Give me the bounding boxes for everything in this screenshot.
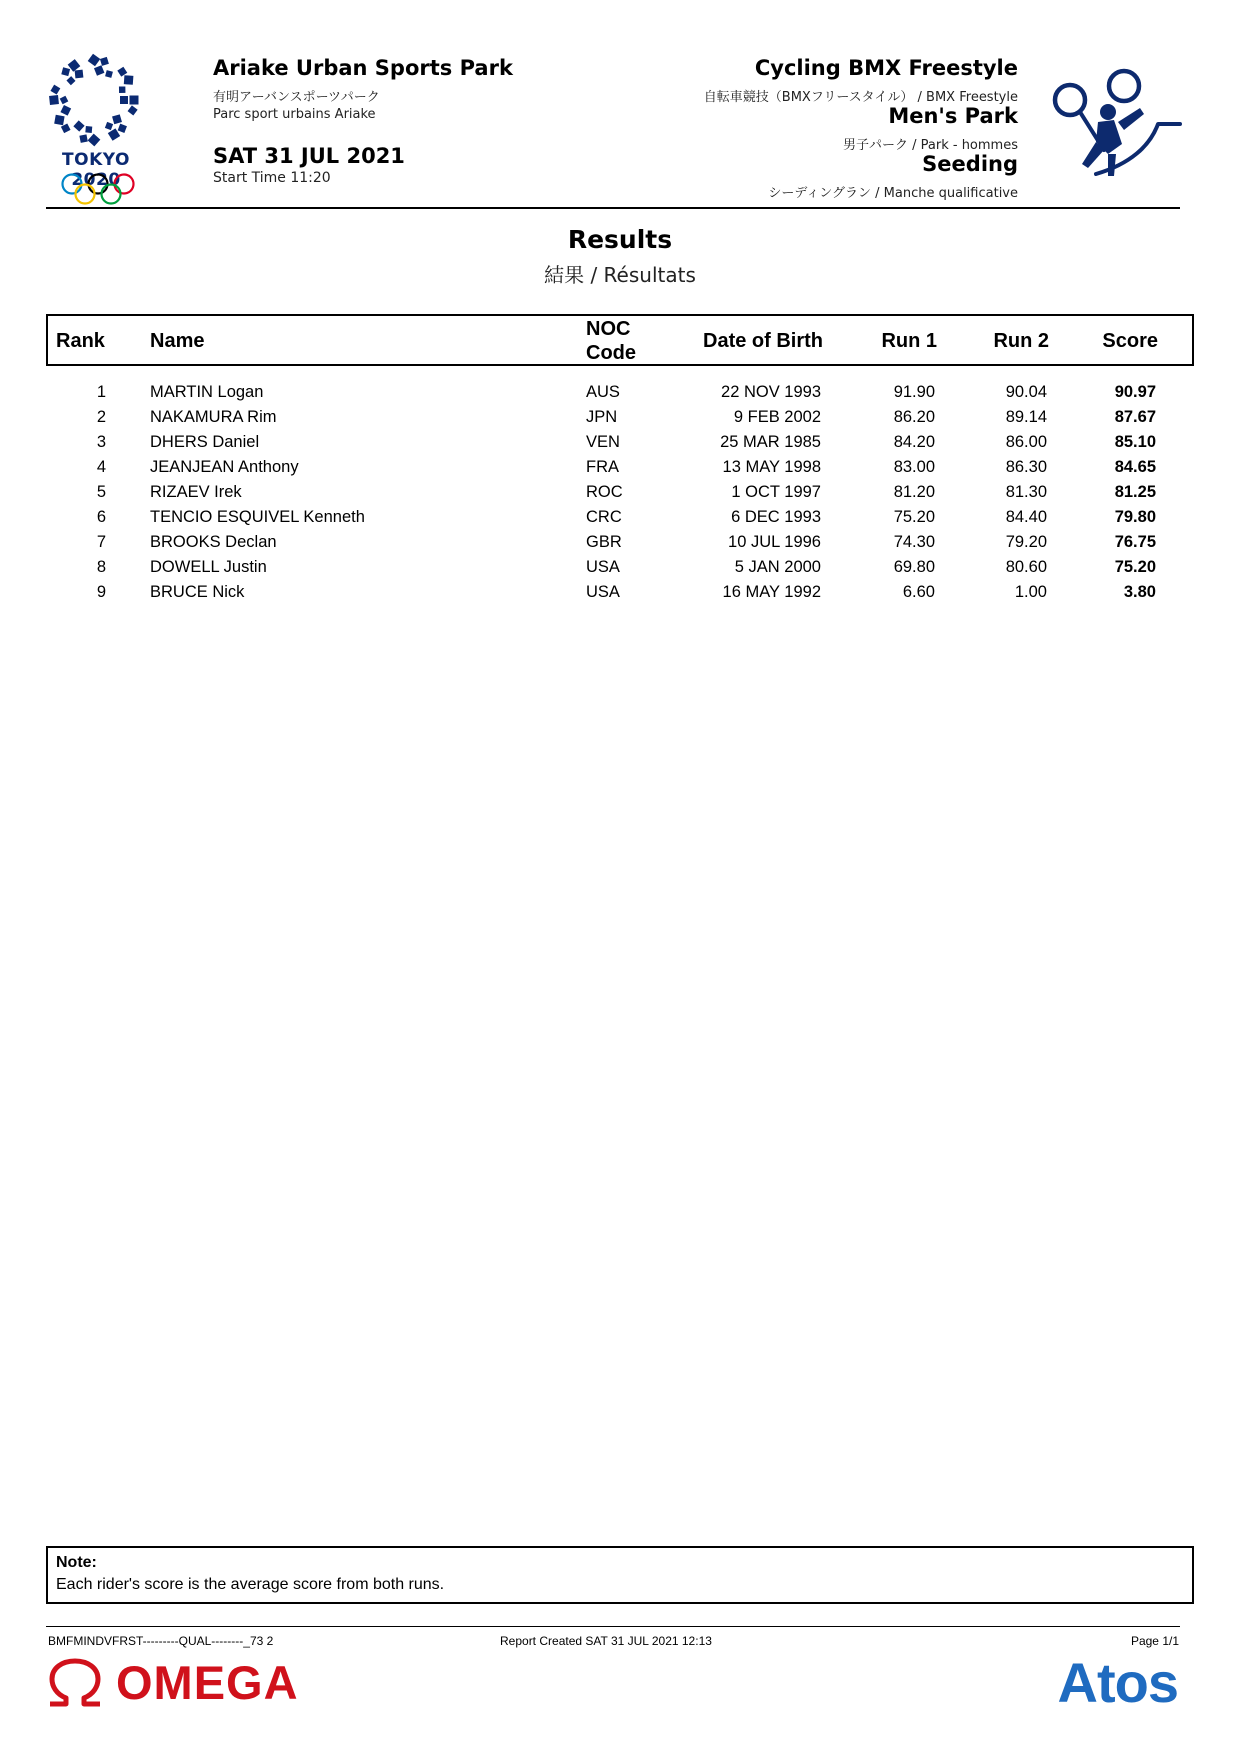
run1-cell: 6.60	[902, 583, 935, 601]
run1-cell: 74.30	[893, 533, 935, 551]
tokyo-2020-logo-text: TOKYO 2020	[62, 150, 130, 190]
dob-cell: 1 OCT 1997	[731, 483, 821, 501]
event-date: SAT 31 JUL 2021	[213, 144, 405, 168]
header-noc-code	[586, 317, 636, 365]
footer-divider	[46, 1626, 1180, 1627]
event-subtitle: 男子パーク / Park - hommes	[843, 138, 1018, 153]
event-title: Men's Park	[888, 104, 1018, 128]
name-cell: JEANJEAN Anthony	[150, 458, 299, 476]
page-subtitle: 結果 / Résultats	[544, 263, 696, 287]
score-cell: 75.20	[1114, 558, 1156, 576]
rank-cell: 8	[96, 558, 106, 576]
venue-name-french: Parc sport urbains Ariake	[213, 107, 376, 122]
venue-name: Ariake Urban Sports Park	[213, 56, 513, 80]
run2-cell: 86.30	[1005, 458, 1047, 476]
run2-cell: 79.20	[1005, 533, 1047, 551]
noc-cell: JPN	[586, 408, 618, 426]
table-row	[0, 533, 1240, 558]
name-cell: DOWELL Justin	[150, 558, 267, 576]
rank-cell: 2	[96, 408, 106, 426]
noc-cell: FRA	[586, 458, 619, 476]
start-time: Start Time 11:20	[213, 170, 331, 186]
table-row	[0, 433, 1240, 458]
rank-cell: 3	[96, 433, 106, 451]
noc-cell: ROC	[586, 483, 623, 501]
score-cell: 84.65	[1114, 458, 1156, 476]
noc-cell: AUS	[586, 383, 620, 401]
header-run1: Run 1	[881, 330, 937, 352]
dob-cell: 5 JAN 2000	[734, 558, 821, 576]
header-rank: Rank	[56, 330, 105, 352]
run2-cell: 1.00	[1014, 583, 1047, 601]
rank-cell: 4	[96, 458, 106, 476]
table-row	[0, 458, 1240, 483]
run2-cell: 80.60	[1005, 558, 1047, 576]
noc-cell: GBR	[586, 533, 622, 551]
score-cell: 79.80	[1114, 508, 1156, 526]
run2-cell: 90.04	[1005, 383, 1047, 401]
run2-cell: 81.30	[1005, 483, 1047, 501]
table-row	[0, 383, 1240, 408]
page-title: Results	[567, 225, 673, 254]
sport-title: Cycling BMX Freestyle	[754, 56, 1018, 80]
dob-cell: 16 MAY 1992	[722, 583, 821, 601]
run2-cell: 89.14	[1005, 408, 1047, 426]
header-name: Name	[150, 330, 205, 352]
score-cell: 90.97	[1114, 383, 1156, 401]
run1-cell: 83.00	[893, 458, 935, 476]
header-noc-line1: NOC	[586, 318, 631, 340]
header-noc-line2: Code	[586, 342, 636, 364]
noc-cell: CRC	[586, 508, 622, 526]
run1-cell: 69.80	[893, 558, 935, 576]
results-table-body	[0, 383, 1240, 608]
name-cell: BRUCE Nick	[150, 583, 245, 601]
header-run2: Run 2	[993, 330, 1049, 352]
noc-cell: VEN	[586, 433, 620, 451]
omega-logo	[46, 1658, 299, 1708]
score-cell: 76.75	[1114, 533, 1156, 551]
report-created: Report Created SAT 31 JUL 2021 12:13	[500, 1634, 712, 1648]
table-row	[0, 508, 1240, 533]
rank-cell: 6	[96, 508, 106, 526]
rank-cell: 7	[96, 533, 106, 551]
dob-cell: 6 DEC 1993	[731, 508, 821, 526]
header-score: Score	[1102, 330, 1158, 352]
noc-cell: USA	[586, 558, 620, 576]
dob-cell: 22 NOV 1993	[721, 383, 821, 401]
noc-cell: USA	[586, 583, 620, 601]
phase-title: Seeding	[922, 152, 1018, 176]
omega-symbol-icon	[46, 1658, 104, 1708]
name-cell: TENCIO ESQUIVEL Kenneth	[150, 508, 365, 526]
page-number: Page 1/1	[1130, 1634, 1179, 1648]
olympic-rings-icon	[60, 172, 136, 206]
rank-cell: 1	[96, 383, 106, 401]
dob-cell: 25 MAR 1985	[720, 433, 821, 451]
run1-cell: 86.20	[893, 408, 935, 426]
rank-cell: 9	[96, 583, 106, 601]
header-date-of-birth: Date of Birth	[703, 330, 823, 352]
name-cell: BROOKS Declan	[150, 533, 277, 551]
name-cell: MARTIN Logan	[150, 383, 264, 401]
venue-name-japanese: 有明アーバンスポーツパーク	[213, 90, 380, 105]
results-table-header	[46, 314, 1194, 366]
run2-cell: 86.00	[1005, 433, 1047, 451]
bmx-freestyle-pictogram-icon	[1052, 64, 1182, 206]
table-row	[0, 558, 1240, 583]
tokyo-2020-emblem-icon	[46, 50, 142, 150]
atos-logo: Atos	[1057, 1651, 1178, 1714]
omega-wordmark: OMEGA	[116, 1656, 299, 1709]
header-divider	[46, 207, 1180, 209]
score-cell: 85.10	[1114, 433, 1156, 451]
name-cell: DHERS Daniel	[150, 433, 260, 451]
table-row	[0, 483, 1240, 508]
note-box	[46, 1546, 1194, 1604]
dob-cell: 13 MAY 1998	[722, 458, 821, 476]
name-cell: RIZAEV Irek	[150, 483, 242, 501]
dob-cell: 10 JUL 1996	[728, 533, 821, 551]
note-text: Each rider's score is the average score from both runs.	[56, 1576, 445, 1593]
rank-cell: 5	[96, 483, 106, 501]
note-label: Note:	[56, 1554, 97, 1571]
table-row	[0, 583, 1240, 608]
run1-cell: 81.20	[893, 483, 935, 501]
run2-cell: 84.40	[1005, 508, 1047, 526]
run1-cell: 84.20	[893, 433, 935, 451]
report-code: BMFMINDVFRST---------QUAL--------_73 2	[48, 1634, 274, 1648]
run1-cell: 75.20	[893, 508, 935, 526]
run1-cell: 91.90	[893, 383, 935, 401]
score-cell: 87.67	[1114, 408, 1156, 426]
phase-subtitle: シーディングラン / Manche qualificative	[768, 186, 1018, 201]
table-row	[0, 408, 1240, 433]
dob-cell: 9 FEB 2002	[733, 408, 821, 426]
score-cell: 3.80	[1123, 583, 1156, 601]
score-cell: 81.25	[1114, 483, 1156, 501]
sport-subtitle: 自転車競技（BMXフリースタイル） / BMX Freestyle	[703, 90, 1018, 105]
name-cell: NAKAMURA Rim	[150, 408, 277, 426]
